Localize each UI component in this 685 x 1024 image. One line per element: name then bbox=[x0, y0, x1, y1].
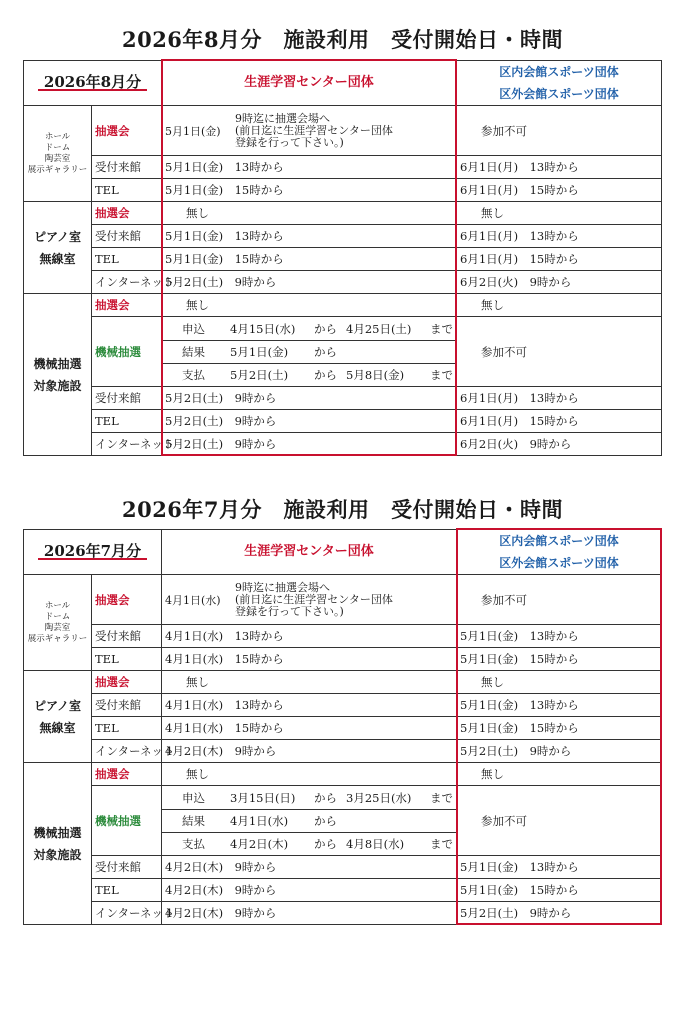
sports-schedule: 5月2日(土) 9時から bbox=[457, 740, 662, 763]
center-schedule: 4月1日(水) 13時から bbox=[162, 625, 457, 648]
center-schedule: 5月2日(土) 9時から bbox=[162, 410, 457, 433]
table-row bbox=[24, 575, 662, 625]
method-label: 機械抽選 bbox=[92, 786, 162, 856]
table-row bbox=[24, 648, 662, 671]
center-schedule: 4月1日(水) 13時から bbox=[162, 694, 457, 717]
table-row bbox=[24, 106, 662, 156]
sports-schedule: 6月1日(月) 15時から bbox=[457, 248, 662, 271]
sports-schedule: 無し bbox=[457, 671, 662, 694]
table-row bbox=[24, 856, 662, 879]
sports-schedule: 参加不可 bbox=[457, 317, 662, 387]
sports-schedule: 6月1日(月) 13時から bbox=[457, 225, 662, 248]
machine-lottery-line: 支払 5月2日(土) から 5月8日(金) まで bbox=[182, 367, 453, 382]
section-title: 2026年8月分 施設利用 受付開始日・時間 bbox=[121, 27, 564, 52]
center-schedule: 4月2日(木) 9時から bbox=[162, 902, 457, 925]
method-label: 抽選会 bbox=[92, 575, 162, 625]
method-label: 機械抽選 bbox=[92, 317, 162, 387]
method-label: 抽選会 bbox=[92, 202, 162, 225]
sports-schedule: 5月1日(金) 15時から bbox=[457, 648, 662, 671]
center-schedule: 5月2日(土) 9時から bbox=[162, 387, 457, 410]
machine-lottery-line: 結果 5月1日(金) から bbox=[162, 341, 456, 364]
center-schedule: 無し bbox=[162, 763, 457, 786]
sports-schedule: 5月1日(金) 15時から bbox=[457, 879, 662, 902]
method-label: 受付来館 bbox=[92, 387, 162, 410]
method-label: インターネット bbox=[92, 271, 162, 294]
sports-schedule: 無し bbox=[457, 202, 662, 225]
center-schedule: 5月1日(金) 13時から bbox=[162, 156, 457, 179]
sports-schedule: 6月1日(月) 15時から bbox=[457, 410, 662, 433]
method-label: TEL bbox=[92, 248, 162, 271]
sports-schedule: 無し bbox=[457, 294, 662, 317]
method-label: 受付来館 bbox=[92, 225, 162, 248]
center-schedule: 4月2日(木) 9時から bbox=[162, 879, 457, 902]
center-schedule: 5月2日(土) 9時から bbox=[162, 433, 457, 456]
machine-lottery-line: 結果 4月1日(水) から bbox=[162, 810, 456, 833]
method-label: 抽選会 bbox=[92, 294, 162, 317]
table-row bbox=[24, 271, 662, 294]
table-row bbox=[24, 410, 662, 433]
table-row bbox=[24, 740, 662, 763]
schedule-table bbox=[23, 60, 662, 456]
center-schedule: 5月1日(金) 13時から bbox=[162, 225, 457, 248]
table-row bbox=[24, 433, 662, 456]
machine-lottery-line: 支払 4月2日(木) から 4月8日(水) まで bbox=[182, 836, 453, 851]
method-label: 受付来館 bbox=[92, 856, 162, 879]
method-label: 抽選会 bbox=[92, 671, 162, 694]
center-schedule: 無し bbox=[162, 294, 457, 317]
method-label: 抽選会 bbox=[92, 763, 162, 786]
facility-category: ピアノ室 無線室 bbox=[24, 671, 92, 763]
table-row bbox=[24, 717, 662, 740]
method-label: インターネット bbox=[92, 740, 162, 763]
center-schedule: 5月1日(金) 9時迄に抽選会場へ (前日迄に生涯学習センター団体 登録を行って下さい。) bbox=[162, 106, 457, 156]
table-row bbox=[24, 294, 662, 317]
method-label: インターネット bbox=[92, 902, 162, 925]
sports-schedule: 参加不可 bbox=[457, 786, 662, 856]
facility-category: 機械抽選 対象施設 bbox=[24, 763, 92, 925]
center-schedule: 5月1日(金) 15時から bbox=[162, 179, 457, 202]
sports-schedule: 6月1日(月) 13時から bbox=[457, 156, 662, 179]
center-schedule: 4月1日(水) 15時から bbox=[162, 717, 457, 740]
machine-lottery-line: 申込 4月15日(水) から 4月25日(土) まで bbox=[162, 318, 456, 341]
method-label: 受付来館 bbox=[92, 625, 162, 648]
facility-category: ホール ドーム 陶芸室 展示ギャラリー bbox=[24, 575, 92, 671]
facility-category: ピアノ室 無線室 bbox=[24, 202, 92, 294]
sports-schedule: 5月1日(金) 13時から bbox=[457, 625, 662, 648]
schedule-table bbox=[23, 529, 662, 925]
table-row bbox=[24, 387, 662, 410]
center-schedule: 4月2日(木) 9時から bbox=[162, 740, 457, 763]
method-label: インターネット bbox=[92, 433, 162, 456]
center-schedule: 5月1日(金) 15時から bbox=[162, 248, 457, 271]
method-label: 抽選会 bbox=[92, 106, 162, 156]
table-row bbox=[24, 225, 662, 248]
sports-schedule: 無し bbox=[457, 763, 662, 786]
method-label: 受付来館 bbox=[92, 156, 162, 179]
method-label: TEL bbox=[92, 648, 162, 671]
sports-schedule: 6月1日(月) 15時から bbox=[457, 179, 662, 202]
center-schedule: 無し bbox=[162, 671, 457, 694]
method-label: TEL bbox=[92, 410, 162, 433]
machine-lottery-schedule bbox=[162, 317, 457, 387]
method-label: TEL bbox=[92, 179, 162, 202]
sports-schedule: 5月2日(土) 9時から bbox=[457, 902, 662, 925]
center-group-header: 生涯学習センター団体 bbox=[162, 61, 457, 106]
sports-schedule: 5月1日(金) 13時から bbox=[457, 856, 662, 879]
method-label: TEL bbox=[92, 879, 162, 902]
center-group-header: 生涯学習センター団体 bbox=[162, 530, 457, 575]
method-label: TEL bbox=[92, 717, 162, 740]
table-row bbox=[24, 763, 662, 786]
table-row bbox=[24, 694, 662, 717]
month-label: 2026年8月分 bbox=[24, 61, 162, 106]
month-label: 2026年7月分 bbox=[24, 530, 162, 575]
sports-schedule: 参加不可 bbox=[457, 575, 662, 625]
sports-schedule: 6月1日(月) 13時から bbox=[457, 387, 662, 410]
sports-schedule: 6月2日(火) 9時から bbox=[457, 271, 662, 294]
machine-lottery-line: 申込 3月15日(日) から 3月25日(水) まで bbox=[162, 787, 456, 810]
sports-group-header: 区内会館スポーツ団体 区外会館スポーツ団体 bbox=[457, 530, 662, 575]
table-row bbox=[24, 786, 662, 856]
center-schedule: 4月2日(木) 9時から bbox=[162, 856, 457, 879]
machine-lottery-schedule bbox=[162, 786, 457, 856]
center-schedule: 5月2日(土) 9時から bbox=[162, 271, 457, 294]
section-title: 2026年7月分 施設利用 受付開始日・時間 bbox=[121, 497, 564, 522]
table-row bbox=[24, 671, 662, 694]
table-row bbox=[24, 902, 662, 925]
table-row bbox=[24, 248, 662, 271]
sports-group-header: 区内会館スポーツ団体 区外会館スポーツ団体 bbox=[457, 61, 662, 106]
table-row bbox=[24, 625, 662, 648]
sports-schedule: 5月1日(金) 13時から bbox=[457, 694, 662, 717]
table-row bbox=[24, 317, 662, 387]
center-schedule: 4月1日(水) 15時から bbox=[162, 648, 457, 671]
table-row bbox=[24, 156, 662, 179]
center-schedule: 無し bbox=[162, 202, 457, 225]
sports-schedule: 6月2日(火) 9時から bbox=[457, 433, 662, 456]
table-row bbox=[24, 179, 662, 202]
facility-category: ホール ドーム 陶芸室 展示ギャラリー bbox=[24, 106, 92, 202]
table-row bbox=[24, 202, 662, 225]
table-row bbox=[24, 879, 662, 902]
center-schedule: 4月1日(水) 9時迄に抽選会場へ (前日迄に生涯学習センター団体 登録を行って下さい。) bbox=[162, 575, 457, 625]
sports-schedule: 参加不可 bbox=[457, 106, 662, 156]
method-label: 受付来館 bbox=[92, 694, 162, 717]
sports-schedule: 5月1日(金) 15時から bbox=[457, 717, 662, 740]
facility-category: 機械抽選 対象施設 bbox=[24, 294, 92, 456]
